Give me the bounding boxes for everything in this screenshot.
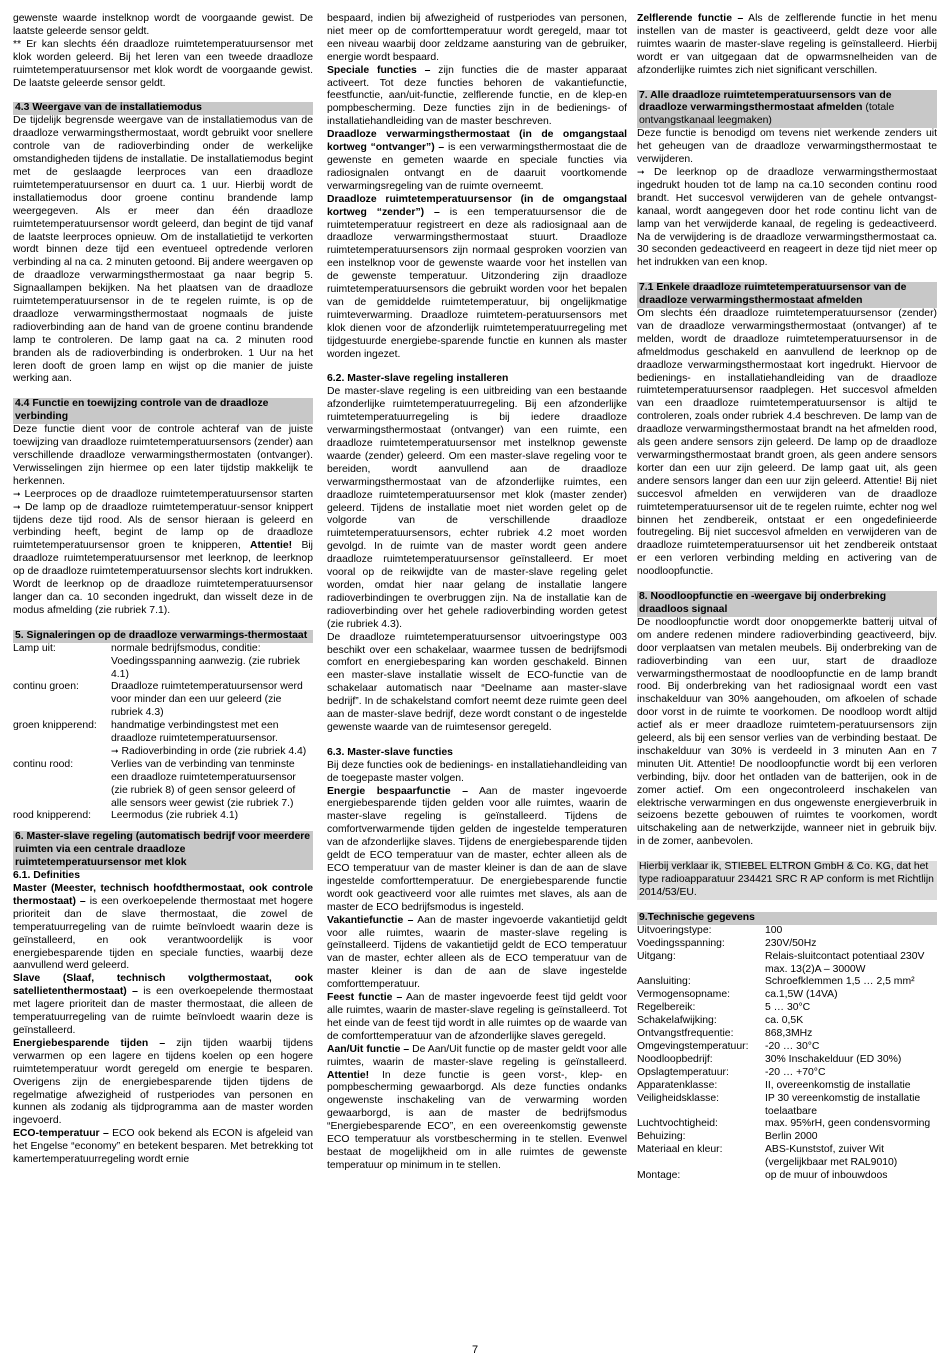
definition: zijn tijden waarbij tijdens verwarmen op een lagere en tijdens koelen op een hogere ruimtetemperatuur wordt geregeld om energie te besparen. Overigens zijn de energiebesparende tijden tijdens de regelmatige afwezigheid of rustperiodes van personen en kunnen als zodanig als tijdprogramma aan de master worden ingevoerd. — [13, 1037, 314, 1127]
column-middle — [327, 13, 627, 1173]
section-7-body: Deze functie is benodigd om tevens niet werkende zenders uit het geheugen van de draadloze verwarmingsthermostaat te verwijderen. — [637, 128, 937, 166]
func-vacation — [327, 915, 627, 992]
definition: Aan de master ingevoerde energiebesparende tijden gelden voor alle ruimtes, waarin de master-slave regeling is geïnstalleerd. Tijdens de comfortverwarmende tijden gelden de ingestelde temperaturen van de afzonderlijke slaves. Tijdens de energiebesparende tijden geldt de ECO temperatuur van de master, echter alleen als de ECO temperatuur van de master kleiner is dan de aan de slave ingestelde comforttemperatuur. De energiebesparende functie wordt ook geactiveerd voor alle ruimtes met slaves, als aan de master de ECO bedrijfsmodus is ingesteld. — [327, 785, 627, 913]
signal-table — [13, 643, 313, 824]
spec-key: Regelbereik: — [637, 1002, 696, 1014]
spec-value: op de muur of inbouwdoos — [765, 1170, 888, 1182]
signal-value: normale bedrijfsmodus, conditie: Voedingsspanning aanwezig. (zie rubriek 4.1) — [111, 642, 300, 680]
definition: is een overkoepelende thermostaat met lagere prioriteit dan de master thermostaat, die alleen de temperatuurregeling van de ruimte beïnvloedt waarin deze is geïnstalleerd. — [13, 986, 313, 1036]
section-7-heading — [637, 90, 937, 129]
definition: In deze functie is geen vorst-, klep- en pompbescherming gewaarborgd. Als deze functies ondanks ongewenste inschakeling van de verwarming worden gewaarborgd, is aan de master de bedrijfsmodus “Energiebesparende ECO”, en een overeenkomstig gewenste ECO temperatuur als vorstbescherming in te stellen. Evenwel bestaat de mogelijkheid om in alle ruimtes de gewenste temperatuur op minimum in te stellen. — [327, 1069, 627, 1171]
signal-value-text: handmatige verbindingstest met een draadloze ruimtetemperatuursensor. — [111, 720, 279, 745]
spec-value: ca.1,5W (14VA) — [765, 989, 838, 1001]
spec-key: Uitvoeringstype: — [637, 924, 712, 936]
term: Feest functie – — [327, 992, 403, 1004]
step-text: Bij draadloze ruimtetemperatuursensor met leerknop, de leerknop op de draadloze ruimtetemperatuursensor slechts kort indrukken. Wordt de leerknop op de draadloze ruimtetemperatuursensor langer dan ca. 10 seconden ingedrukt, dan wisselt deze in de modus afmelding (zie rubriek 7.1). — [13, 540, 313, 616]
spec-value: IP 30 vereenkomstig de installatie toelaatbare — [765, 1092, 921, 1117]
spec-key: Uitgang: — [637, 950, 676, 962]
spec-key: Materiaal en kleur: — [637, 1144, 723, 1156]
arrow-right-icon: ➞ — [13, 489, 21, 500]
term: Master (Meester, technisch hoofdthermostaat, ook controle thermostaat) – — [13, 883, 313, 907]
term: Energiebesparende tijden – — [13, 1037, 166, 1049]
section-4-4-heading: 4.4 Functie en toewijzing controle van de draadloze verbinding — [13, 398, 313, 424]
spec-value: ca. 0,5K — [765, 1015, 804, 1027]
section-7-steps — [637, 167, 937, 270]
definition: is een temperatuursensor die de ruimtetemperatuur registreert en deze als radiosignaal aan de draadloze verwarmingsthermostaat stuurt. Draadloze ruimtetemperatuursensors zijn normaal gesproken voorzien van een instelknop voor de gewenste waarde voor het instellen van de gewenste temperatuur. Uitzondering zijn draadloze ruimtetemperatuursensors die gebruikt worden voor het bepalen van de gemiddelde ruimtetemperatuur, bij ongelijkmatige ruimteverwarming. Draadloze ruimtetem-peratuursensors met klok dienen voor de afzonderlijk ruimtetemperatuurregeling met tijdgestuurde energiebe-sparende functie en kunnen als master worden ingezet. — [327, 206, 627, 360]
term: Aan/Uit functie – — [327, 1043, 410, 1055]
spec-value: 30% Inschakelduur (ED 30%) — [765, 1053, 902, 1065]
func-selflearn — [637, 13, 937, 78]
eco-continued: bespaard, indien bij afwezigheid of rustperiodes van personen, niet meer op de comforttemperatuur wordt geregeld, maar tot een niveau waarbij door zeldzame aansturing van de gebruiker, energie wordt bespaard. — [327, 13, 627, 63]
def-sender — [327, 194, 627, 362]
term: Energie bespaarfunctie – — [327, 785, 468, 797]
spec-value: 5 … 30°C — [765, 1002, 811, 1014]
section-9-heading: 9.Technische gegevens — [637, 912, 937, 925]
def-energy — [13, 1038, 313, 1128]
def-master — [13, 883, 313, 973]
signal-key: Lamp uit: — [13, 642, 56, 654]
spec-key: Montage: — [637, 1170, 681, 1182]
section-6-2-body-2: De draadloze ruimtetemperatuursensor uitvoeringstype 003 beschikt over een schakelaar, waarmee tussen de bedrijfsmodi comfort en energiebesparing kan worden geschakeld. Binnen een master-slave installatie wisselt de ECO-functie van de schakelaar automatisch naar “Deelname aan master-slave bedrijf”. In de schakelstand comfort neemt deze ruimte geen deel aan de master-slave bedrijf, deze wordt constant o de ingestelde gewenste waarde van de ruimtesensor geregeld. — [327, 631, 627, 733]
signal-key: groen knipperend: — [13, 720, 97, 732]
func-energy — [327, 786, 627, 915]
spec-key: Voedingsspanning: — [637, 937, 725, 949]
def-special — [327, 65, 627, 130]
spec-value: 100 — [765, 924, 783, 936]
spec-key: Noodloopbedrijf: — [637, 1053, 713, 1065]
section-6-2-body: De master-slave regeling is een uitbreiding van een bestaande afzonderlijke ruimtetemperatuurregeling. Bij een afzonderlijke ruimtetemperatuurregeling is bij iedere draadloze verwarmingsthermostaat (ontvanger) van een ruimte, een draadloze ruimtetemperatuursensor met instelknop gewenste waarde (zender) geleerd. Om een master-slave regeling voor te bereiden, wordt aanvullend aan de draadloze verwarmingsthermostaat van de afzonderlijke ruimtes, een draadloze ruimtetemperatuursensor met klok (master zender) geleerd. Tijdens de installatie moet niet worden gelet op de volgorde van de verschillende draadloze ruimtetemperatuursensors, echter rubriek 4.2 moet worden gevolgd. In de ruimte van de master wordt geen andere draadloze ruimtetemperatuursensor geïnstalleerd. Er moet vooral op de reikwijdte van de master-slave regeling gelet worden, omdat hier naar gelang de installatie langere radioverbindingen te overbruggen zijn. Na de installatie kan de radioverbinding over het gehele radioverbinding worden getest (zie rubriek 4.3). — [327, 386, 627, 630]
spec-value: II, overeenkomstig de installatie — [765, 1079, 911, 1091]
signal-value-text: Radioverbinding in orde (zie rubriek 4.4) — [121, 745, 307, 757]
term: Vakantiefunctie – — [327, 914, 414, 926]
spec-key: Vermogensopname: — [637, 989, 730, 1001]
intro-note: ** Er kan slechts één draadloze ruimtetemperatuursensor met klok worden geleerd. Bij het leren van een tweede draadloze ruimtetemperatuursensor met klok wordt de voorgaande gewist. De laatste geleerde sensor geldt. — [13, 38, 313, 89]
attention-label: Attentie! — [327, 1069, 370, 1081]
column-left — [13, 13, 313, 1167]
section-4-3-body: De tijdelijk begrensde weergave van de installatiemodus van de draadloze verwarmingsthermostaat, wordt gebruikt voor snellere controle van de radioverbinding onder de werkelijke omstandigheden tijdens de installatie. De installatiemodus begint met de geslaagde leerproces van een draadloze ruimtetemperatuursensor en duurt ca. 1 uur. Hierbij wordt de installatiemodus door groene continu brandende lamp weergegeven. Als er meer dan één draadloze ruimtetemperatuursensor wordt geleerd, dan begint de tijd vanaf de laatste leerproces opnieuw. Om de installatietijd te verkorten wordt binnen deze tijd een eventueel optredende verloren verbinding al na ca. 2 minuten getoond. Bij andere weergaven op de draadloze verwarmingsthermostaat ga naar begrip 5. Signaallampen bekijken. Na het plaatsen van de draadloze ruimtetemperatuursensor in de te regelen ruimte, is op de draadloze verwarmingsthermostaat nogmaals de juiste radioverbinding aan de hand van de groene continu brandende lamp te controleren. De lamp gaat na ca. 2 minuten rood branden als de radioverbinding is onderbroken. 1 Uur na het leren dooft de groen lamp en wijst op die manier de juiste werking aan. — [13, 115, 313, 385]
definition: De Aan/Uit functie op de master geldt voor alle ruimtes, waarin de master-slave regeling is geïnstalleerd. — [327, 1043, 628, 1068]
func-onoff — [327, 1044, 627, 1173]
definition: Aan de master ingevoerde vakantietijd geldt voor alle ruimtes, waarin de master-slave regeling is geïnstalleerd. Tijdens de vakantietijd geldt de ECO temperatuur van de master, echter alleen als de ECO temperatuur van de master kleiner is dan de aan de slave ingestelde comforttemperatuur. — [327, 914, 627, 991]
spec-key: Omgevingstemperatuur: — [637, 1040, 749, 1052]
heading-text: 7. Alle draadloze ruimtetemperatuursensors van de draadloze verwarmingsthermostaat afmelden — [639, 89, 892, 114]
spec-value: Relais-sluitcontact potentiaal 230V max. 13(2)A – 3000W — [765, 950, 925, 975]
signal-key: rood knipperend: — [13, 810, 91, 822]
definition: is een verwarmingsthermostaat die de gewenste en gemeten waarde en speciale functies via radiosignalen ontvangt en de daaruit voortkomende verwarmingsregeling van de ruimte overneemt. — [327, 142, 627, 192]
term: Draadloze verwarmingsthermostaat (in de omgangstaal kortweg “ontvanger”) – — [327, 129, 627, 154]
section-6-2-heading: 6.2. Master-slave regeling installeren — [327, 373, 509, 385]
heading-note: (totale ontvangstkanaal leegmaken) — [639, 102, 895, 127]
step-text: De leerknop op de draadloze verwarmingsthermostaat ingedrukt houden tot de lamp na ca.10 seconden continu rood brandt. Het succesvol verwijderen van de gehele ontvangst-kanaal, wordt aangegeven door het rode continu licht van de lamp van het verwijderde kanaal, de regeling is gedeactiveerd. Na de verwijdering is de draadloze verwarmingsthermostaat ca. 30 seconden gedeactiveerd en reageert in deze tijd niet meer op het indrukken van een knop. — [637, 166, 937, 269]
conformity-declaration: Hierbij verklaar ik, STIEBEL ELTRON GmbH & Co. KG, dat het type radioapparatuur 234421 SRC R AP conform is met Richtlijn 2014/53/EU. — [637, 861, 937, 900]
spec-key: Behuizing: — [637, 1131, 686, 1143]
attention-label: Attentie! — [250, 540, 293, 552]
section-4-3-heading: 4.3 Weergave van de installatiemodus — [13, 102, 313, 115]
signal-key: continu rood: — [13, 758, 74, 770]
spec-key: Ontvangstfrequentie: — [637, 1028, 734, 1040]
tech-specs-table — [637, 925, 937, 1183]
section-6-1-heading: 6.1. Definities — [13, 870, 80, 882]
spec-value: -20 … +70°C — [765, 1066, 826, 1078]
section-5-heading: 5. Signaleringen op de draadloze verwarmings-thermostaat — [13, 630, 313, 643]
section-8-heading: 8. Noodloopfunctie en -weergave bij onderbreking draadloos signaal — [637, 591, 937, 617]
signal-value: Verlies van de verbinding van tenminste een draadloze ruimtetemperatuursensor (zie rubriek 8) of geen sensor geleerd of alle sensors weer gewist (zie rubriek 7.) — [111, 758, 296, 809]
spec-key: Opslagtemperatuur: — [637, 1066, 729, 1078]
signal-value — [111, 720, 313, 759]
signal-value: Draadloze ruimtetemperatuursensor werd voor minder dan een uur geleerd (zie rubriek 4.3) — [111, 681, 303, 719]
section-6-3-heading: 6.3. Master-slave functies — [327, 746, 453, 758]
def-eco — [13, 1128, 313, 1167]
definition: ECO ook bekend als ECON is afgeleid van het Engelse “economy” en betekent besparen. Met betrekking tot kamertemperatuurregeling wordt ernie — [13, 1128, 313, 1166]
section-4-4-body: Deze functie dient voor de controle achteraf van de juiste toewijzing van draadloze ruimtetemperatuursensors (zender) aan verschillende draadloze verwarmingsthermostaten (ontvanger). Verwisselingen zijn hiermee op een later tijdstip makkelijk te herkennen. — [13, 424, 313, 487]
section-7-1-body: Om slechts één draadloze ruimtetemperatuursensor (zender) van de draadloze verwarmingsthermostaat (ontvanger) af te melden, wordt de draadloze ruimtetemperatuursensor in de afmeldmodus geschakeld en aanvullend de leerknop op de draadloze verwarmingsthermostaat kort ingedrukt. Hiervoor de bedienings- en installatiehandleiding van de draadloze ruimtetemperatuursensor raadplegen. Het succesvol afmelden van een draadloze ruimtetemperatuursensor is altijd te controleren, zoals onder rubriek 4.4 beschreven. De lamp van de draadloze verwarmingsthermostaat brandt na het afmelden rood, als geen andere sensors zijn geleerd. De lamp op de draadloze verwarmingsthermostaat brandt groen, als geen andere sensors korter dan een uur zijn geleerd. De lamp gaat uit, als geen andere sensors langer dan een uur zijn geleerd. Attentie! Bij niet succesvol afmelden en verwijderen van de draadloze ruimtetemperatuursensor uit de te regelen ruimte, echter nog wel binnen het zendbereik, ontstaat er een ongedefinieerde foutregeling. Bij niet succesvol afmelden en verwijderen van de draadloze ruimtetemperatuursensor uit het zendbereik ontstaat er een verloren verbinding melding en activering van de noodloopfunctie. — [637, 308, 937, 578]
intro-paragraph: gewenste waarde instelknop wordt de voorgaande gewist. De laatste geleerde sensor geldt. — [13, 13, 313, 37]
section-6-heading: 6. Master-slave regeling (automatisch bedrijf voor meerdere ruimten via een centrale draadloze ruimtetemperatuursensor met klok — [13, 831, 313, 870]
section-7-1-heading: 7.1 Enkele draadloze ruimtetemperatuursensor van de draadloze verwarmingsthermostaat afmelden — [637, 282, 937, 308]
step-text: De lamp op de draadloze ruimtetemperatuur-sensor knippert tijdens deze tijd rood. Als de sensor hieraan is geleerd en verbinding heeft, begint de lamp op de draadloze ruimtetemperatuursensor groen te knipperen, — [13, 501, 313, 552]
func-feast — [327, 992, 627, 1044]
spec-value: Berlin 2000 — [765, 1131, 818, 1143]
spec-key: Schakelafwijking: — [637, 1015, 717, 1027]
term: Draadloze ruimtetemperatuursensor (in de omgangstaal kortweg “zender”) – — [327, 193, 627, 218]
page-number: 7 — [471, 1344, 479, 1356]
section-4-4-steps — [13, 489, 313, 618]
def-receiver — [327, 129, 627, 194]
spec-key: Aansluiting: — [637, 976, 691, 988]
step-text: Leerproces op de draadloze ruimtetemperatuursensor starten — [24, 488, 313, 500]
def-slave — [13, 973, 313, 1038]
definition: Als de zelflerende functie in het menu instellen van de master is geactiveerd, geldt deze voor alle ruimtes waarin de master-slave regeling is geïnstalleerd. Hierbij wordt er van uitgegaan dat de opwarmsnelheiden van de afzonderlijke ruimtes zich niet significant verschillen. — [637, 13, 937, 76]
term: Slave (Slaaf, technisch volgthermostaat, ook satellietenthermostaat) – — [13, 973, 313, 998]
section-6-3-intro: Bij deze functies ook de bedienings- en installatiehandleiding van de toegepaste master volgen. — [327, 759, 627, 784]
term: Speciale functies – — [327, 64, 431, 76]
term: ECO-temperatuur – — [13, 1128, 109, 1140]
definition: is een overkoepelende thermostaat met hogere prioriteit dan de slave thermostaat, die zowel de temperatuurregeling van de ruimte beïnvloedt waarin deze is geïnstalleerd, en ook verantwoordelijk is voor energiebesparende tijden en speciale functies, waarbij deze aanvullend werd geleerd. — [13, 895, 313, 972]
spec-value: 230V/50Hz — [765, 937, 817, 949]
spec-value: -20 … 30°C — [765, 1040, 820, 1052]
definition: zijn functies die de master apparaat activeert. Tot deze functies behoren de vakantiefunctie, feestfunctie, aan/uit-functie, zelflerende functie, en de klep-en pompbescherming. Deze functies zijn in de bedienings- of installatiehandleiding van de master beschreven. — [327, 64, 627, 128]
arrow-right-icon: ➞ — [637, 167, 645, 178]
spec-value: max. 95%rH, geen condensvorming — [765, 1118, 931, 1130]
spec-key: Luchtvochtigheid: — [637, 1118, 718, 1130]
signal-key: continu groen: — [13, 681, 79, 693]
definition: Aan de master ingevoerde feest tijd geldt voor alle ruimtes, waarin de master-slave regeling is geïnstalleerd. Tot het einde van de feest tijd wordt in alle ruimtes op de waarde van de comforttemperatuur van de afzonderlijke slaves geregeld. — [327, 992, 627, 1042]
arrow-right-icon: ➞ — [13, 502, 21, 513]
spec-key: Apparatenklasse: — [637, 1079, 718, 1091]
spec-key: Veiligheidsklasse: — [637, 1092, 720, 1104]
arrow-right-icon: ➞ — [111, 746, 119, 757]
spec-value: Schroefklemmen 1,5 … 2,5 mm² — [765, 976, 915, 988]
spec-value: ABS-Kunststof, zuiver Wit (vergelijkbaar met RAL9010) — [765, 1144, 898, 1169]
signal-value: Leermodus (zie rubriek 4.1) — [111, 810, 239, 822]
spec-value: 868,3MHz — [765, 1028, 813, 1040]
term: Zelflerende functie – — [637, 13, 744, 24]
section-8-body: De noodloopfunctie wordt door onopgemerkte batterij uitval of om andere redenen mindere radioverbinding geactiveerd, bijv. door verplaatsen van metalen meubels. Bij onderbreking van de radioverbinding van een uur, start de draadloze verwarmingsthermostaat de noodloopfunctie en de lamp brandt rood. Bij onderbreking van het radiosignaal wordt een vast inschakelduur van 30% aangehouden, om afkoelen of schade door vorst in de ruimte te voorkomen. De noodloop wordt altijd actief als er meer draadloze ruimtetem-peratuursensors zijn geleerd, als bij een sensor verlies van de verbinding bestaat. De inschakelduur van 30% is verdeeld in 3 minuten Aan en 7 minuten Uit. Attentie! De noodloopfunctie wordt bij een verloren verbinding, bijv. door het ontladen van de batterijen, ook in de zomer actief. Om een ongecontroleerd inschakelen van elektrische verwarmingen en dus ongewenste energieverbruik in seizoens bezette gebouwen of ruimtes te voorkomen, wordt uitschakeling aan de netwerkzijde, wanneer niet in gebruik bijv. in de zomer, aanbevolen. — [637, 616, 937, 848]
column-right — [637, 13, 937, 1183]
